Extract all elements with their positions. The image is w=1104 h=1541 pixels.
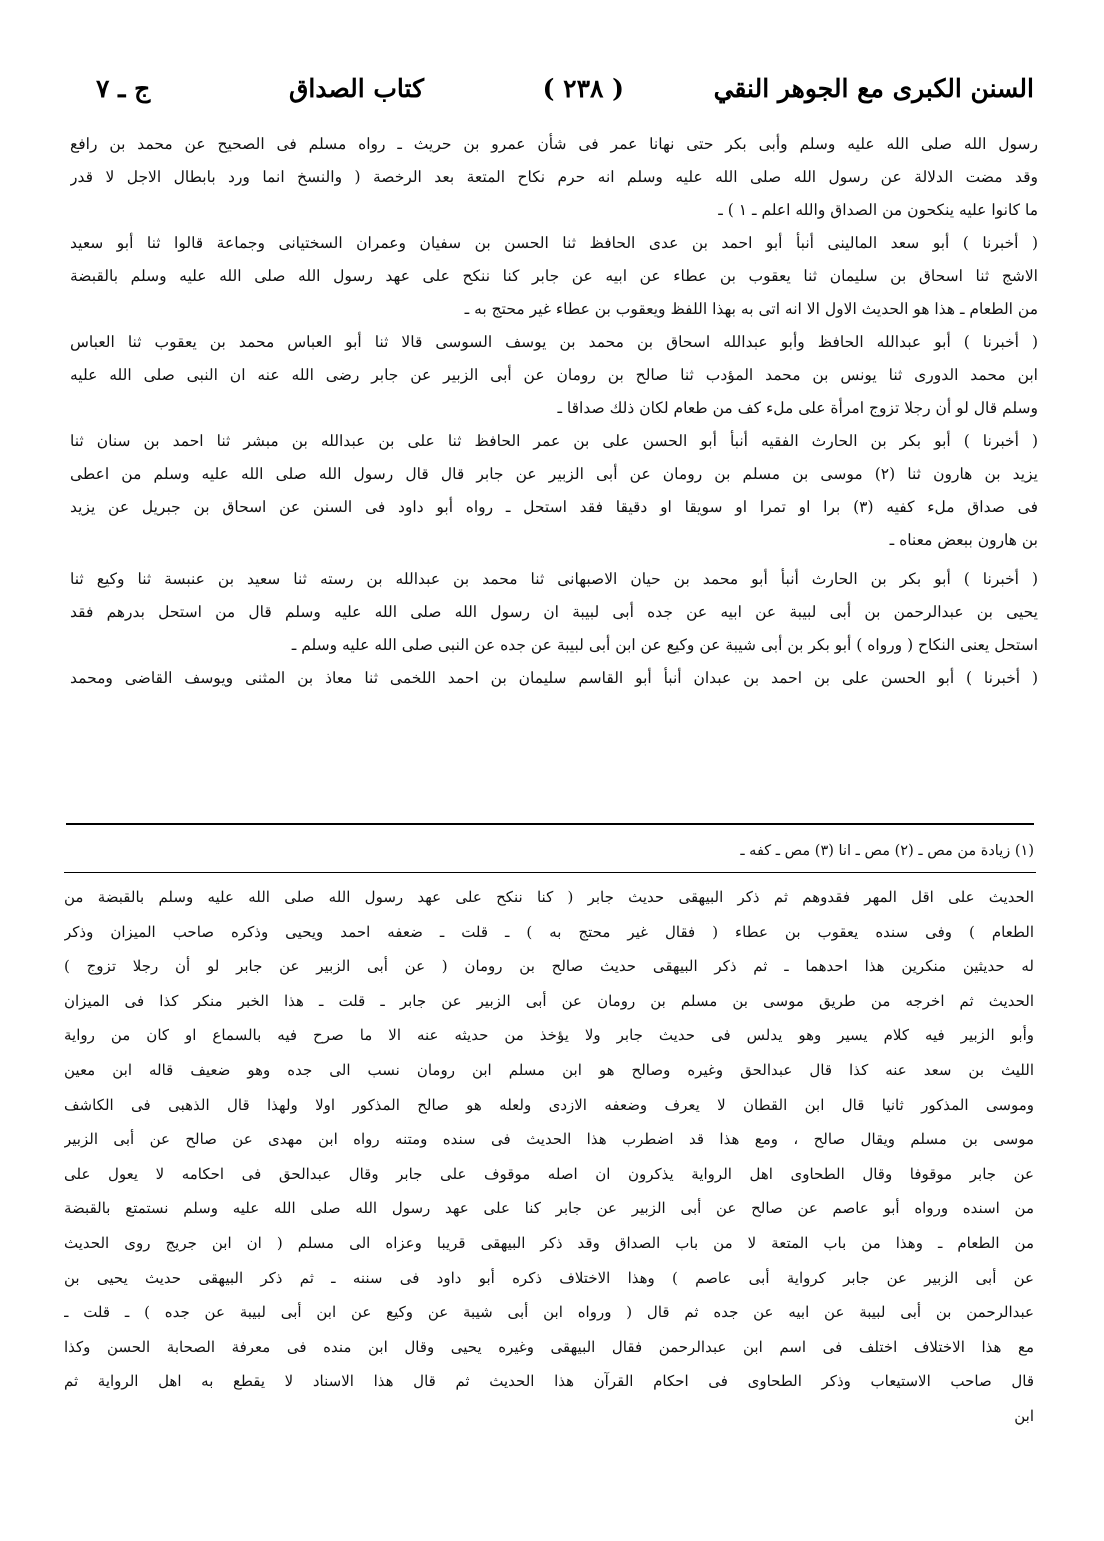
text-line: وقد مضت الدلالة عن رسول الله صلى الله عليه وسلم انه حرم نكاح المتعة بعد الرخصة ( والنسخ انما ورد بابطال الاجل لا قدر — [70, 168, 1038, 186]
text-line: ( أخبرنا ) أبو بكر بن الحارث الفقيه أنبأ أبو الحسن على بن عمر الحافظ ثنا على بن عبدالله بن مبشر ثنا احمد بن سنان ثنا — [70, 432, 1038, 450]
commentary-line: له حديثين منكرين هذا احدهما ـ ثم ذكر البيهقى حديث صالح بن رومان ( عن أبى الزبير عن جابر لو أن رجلا تزوج ) — [64, 957, 1034, 976]
book-title: السنن الكبرى مع الجوهر النقي — [713, 74, 1034, 103]
text-line: ( أخبرنا ) أبو عبدالله الحافظ وأبو عبدالله اسحاق بن محمد بن يوسف السوسى قالا ثنا أبو العباس محمد بن يعقوب ثنا العباس — [70, 333, 1038, 351]
commentary-line: وموسى المذكور ثانيا قال ابن القطان لا يعرف وضعفه الازدى ولعله هو صالح المذكور اولا ولهذا قال الذهبى فى الكاشف — [64, 1095, 1034, 1114]
text-line: من الطعام ـ هذا هو الحديث الاول الا انه اتى به بهذا اللفظ ويعقوب بن عطاء غير محتج به ـ — [464, 300, 1038, 318]
commentary-line: موسى بن مسلم ويقال صالح ، ومع هذا قد اضطرب هذا الحديث فى سنده ومتنه رواه ابن مهدى عن صالح عن أبى الزبير — [64, 1130, 1034, 1149]
main-text — [70, 128, 1038, 695]
chapter-title: كتاب الصداق — [288, 74, 424, 103]
page-header — [96, 74, 1034, 114]
commentary-text — [64, 880, 1034, 1434]
text-line: ابن محمد الدورى ثنا يونس بن محمد المؤدب ثنا صالح بن رومان عن أبى الزبير عن جابر رضى الله عنه ان النبى صلى الله عليه — [70, 366, 1038, 384]
text-line: ( أخبرنا ) أبو الحسن على بن احمد بن عبدان أنبأ أبو القاسم سليمان بن احمد اللخمى ثنا معاذ بن المثنى ويوسف القاضى ومحمد — [70, 669, 1038, 687]
text-line: يحيى بن عبدالرحمن بن أبى لبيبة عن ابيه عن جده أبى لبيبة ان رسول الله صلى الله عليه وسلم قال من استحل بدرهم فقد — [70, 603, 1038, 621]
text-line: ما كانوا عليه ينكحون من الصداق والله اعلم ـ ١ ) ـ — [718, 201, 1038, 219]
text-line: ( أخبرنا ) أبو بكر بن الحارث أنبأ أبو محمد بن حيان الاصبهانى ثنا محمد بن عبدالله بن رسته ثنا سعيد بن عنبسة ثنا وكيع ثنا — [70, 570, 1038, 588]
commentary-line: من اسنده ورواه أبو عاصم عن صالح عن أبى الزبير عن جابر كنا على عهد رسول الله صلى الله عليه وسلم نستمتع بالقبضة — [64, 1199, 1034, 1218]
footnotes: (١) زيادة من مص ـ (٢) مص ـ انا (٣) مص ـ كفه ـ — [740, 843, 1034, 859]
commentary-line: عن أبى الزبير عن جابر كرواية أبى عاصم ) وهذا الاختلاف ذكره أبو داود فى سننه ـ ثم ذكر البيهقى حديث يحيى بن — [64, 1268, 1034, 1287]
text-line: ( أخبرنا ) أبو سعد المالينى أنبأ أبو احمد بن عدى الحافظ ثنا الحسن بن سفيان وعمران السختيانى وجماعة قالوا ثنا أبو سعيد — [70, 234, 1038, 252]
commentary-line: الحديث على اقل المهر فقدوهم ثم ذكر البيهقى حديث جابر ( كنا ننكح على عهد رسول الله صلى الله عليه وسلم بالقبضة من — [64, 888, 1034, 906]
text-line: الاشج ثنا اسحاق بن سليمان ثنا يعقوب بن عطاء عن ابيه عن جابر كنا ننكح على عهد رسول الله صلى الله عليه وسلم بالقبضة — [70, 267, 1038, 285]
text-line: استحل يعنى النكاح ( ورواه ) أبو بكر بن أبى شيبة عن وكيع عن ابن أبى لبيبة عن جده عن النبى صلى الله عليه وسلم ـ — [291, 636, 1038, 654]
commentary-line: وأبو الزبير فيه كلام يسير وهو يدلس فى حديث جابر ولا يؤخذ من حديثه عنه الا ما صرح فيه بالسماع او كان من رواية — [64, 1026, 1034, 1045]
text-line: بن هارون ببعض معناه ـ — [889, 531, 1038, 549]
commentary-line: من الطعام ـ وهذا من باب المتعة لا من باب الصداق وقد ذكر البيهقى قريبا وعزاه الى مسلم ( ان ابن جريج روى الحديث — [64, 1233, 1034, 1252]
commentary-line: قال صاحب الاستيعاب وذكر الطحاوى فى احكام القرآن هذا الحديث ثم قال هذا الاسناد لا يقطع به اهل الرواية ثم — [64, 1372, 1034, 1391]
text-line: وسلم قال لو أن رجلا تزوج امرأة على ملء كف من طعام لكان ذلك صداقا ـ — [557, 399, 1038, 417]
volume-label: ج ـ ٧ — [96, 74, 151, 103]
text-line: رسول الله صلى الله عليه وسلم وأبى بكر حتى نهانا عمر فى شأن عمرو بن حريث ـ رواه مسلم فى الصحيح عن محمد بن رافع — [70, 135, 1038, 153]
commentary-line: الليث بن سعد عنه كذا قال عبدالحق وغيره وصالح هو ابن مسلم ابن رومان نسب الى جده وهو ضعيف قاله ابن معين — [64, 1060, 1034, 1079]
footnote-divider — [66, 823, 1034, 825]
page-number: ( ٢٣٨ ) — [542, 74, 624, 103]
commentary-line: ابن — [1014, 1406, 1034, 1425]
commentary-line: عن جابر موقوفا وقال الطحاوى اهل الرواية يذكرون ان اصله موقوف على جابر وقال عبدالحق فى احكامه لا يعول على — [64, 1164, 1034, 1183]
text-line: يزيد بن هارون ثنا (٢) موسى بن مسلم بن رومان عن أبى الزبير عن جابر قال قال رسول الله صلى الله عليه وسلم من اعطى — [70, 465, 1038, 483]
commentary-line: الحديث ثم اخرجه من طريق موسى بن مسلم بن رومان عن أبى الزبير عن جابر ـ قلت ـ هذا الخبر منكر كذا فى الميزان — [64, 991, 1034, 1010]
commentary-line: الطعام ) وفى سنده يعقوب بن عطاء ( فقال غير محتج به ) ـ قلت ـ ضعفه احمد ويحيى وذكره صاحب الميزان وذكر — [64, 922, 1034, 941]
commentary-line: عبدالرحمن بن أبى لبيبة عن ابيه عن جده ثم قال ( ورواه ابن أبى شيبة عن وكيع عن ابن أبى لبيبة عن جده ) ـ قلت ـ — [64, 1303, 1034, 1322]
text-line: فى صداق ملء كفيه (٣) برا او تمرا او سويقا او دقيقا فقد استحل ـ رواه أبو داود فى السنن عن اسحاق بن جبريل عن يزيد — [70, 498, 1038, 516]
commentary-line: مع هذا الاختلاف اختلف فى اسم ابن عبدالرحمن فقال البيهقى وغيره يحيى وقال ابن منده فى معرفة الصحابة الحسن وكذا — [64, 1337, 1034, 1356]
commentary-divider — [64, 872, 1036, 873]
